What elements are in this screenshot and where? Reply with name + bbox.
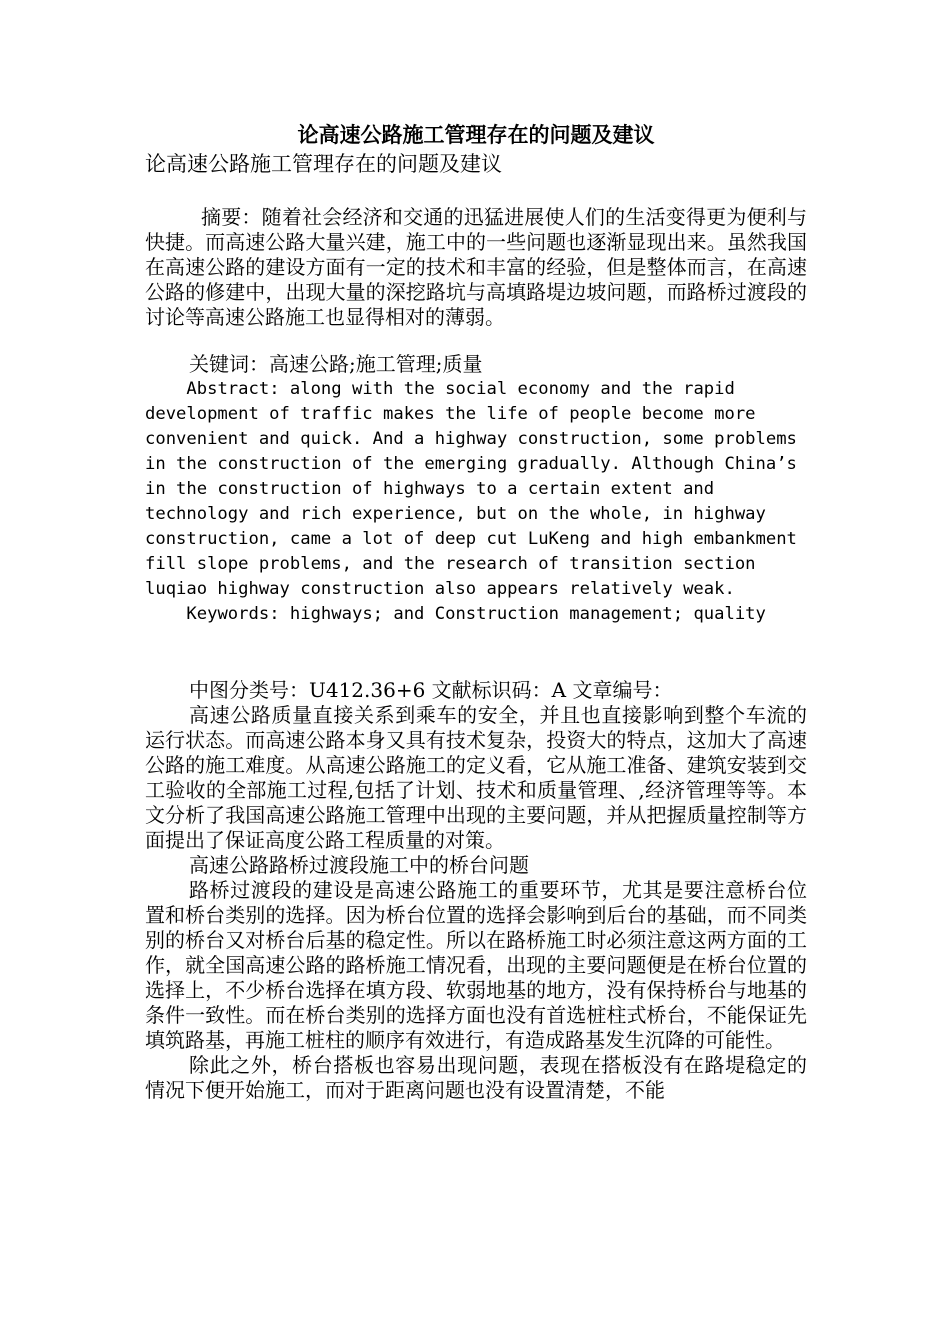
body-paragraph: 路桥过渡段的建设是高速公路施工的重要环节，尤其是要注意桥台位置和桥台类别的选择。因为桥台位置的选择会影响到后台的基础，而不同类别的桥台又对桥台后基的稳定性。所以在路桥施工时必须注意这两方面的工作，就全国高速公路的路桥施工情况看，出现的主要问题便是在桥台位置的选择上，不少桥台选择在填方段、软弱地基的地方，没有保持桥台与地基的条件一致性。而在桥台类别的选择方面也没有首选桩柱式桥台，不能保证先填筑路基，再施工桩柱的顺序有效进行，有造成路基发生沉降的可能性。 bbox=[145, 878, 807, 1052]
keywords-english: Keywords: highways; and Construction management; quality bbox=[145, 604, 766, 624]
spacer bbox=[145, 178, 807, 205]
spacer bbox=[145, 627, 807, 678]
body-paragraph: 高速公路质量直接关系到乘车的安全，并且也直接影响到整个车流的运行状态。而高速公路本身又具有技术复杂，投资大的特点，这加大了高速公路的施工难度。从高速公路施工的定义看，它从施工准备、建筑安装到交工验收的全部施工过程,包括了计划、技术和质量管理、,经济管理等等。本文分析了我国高速公路施工管理中出现的主要问题，并从把握质量控制等方面提出了保证高度公路工程质量的对策。 bbox=[145, 703, 807, 852]
keywords-chinese: 关键词：高速公路;施工管理;质量 bbox=[189, 352, 483, 376]
abstract-english: Abstract: along with the social economy and the rapid development of traffic makes the life of people become more convenient and quick. And a highway construction, some problems in the construction of the emerging gradually. Although China’s in the construction of highways to a certain extent and technology and rich experience, but on the whole, in highway construction, came a lot of deep cut LuKeng and high embankment fill slope problems, and the research of transition section luqiao highway construction also appears relatively weak. bbox=[145, 379, 808, 599]
document-title: 论高速公路施工管理存在的问题及建议 bbox=[297, 122, 655, 147]
abstract-chinese: 摘要：随着社会经济和交通的迅猛进展使人们的生活变得更为便利与快捷。而高速公路大量兴建，施工中的一些问题也逐渐显现出来。虽然我国在高速公路的建设方面有一定的技术和丰富的经验，但是整体而言，在高速公路的修建中，出现大量的深挖路坑与高填路堤边坡问题，而路桥过渡段的讨论等高速公路施工也显得相对的薄弱。 bbox=[145, 205, 807, 329]
body-paragraph: 除此之外，桥台搭板也容易出现问题，表现在搭板没有在路堤稳定的情况下便开始施工，而对于距离问题也没有设置清楚，不能 bbox=[145, 1053, 807, 1102]
document-subtitle: 论高速公路施工管理存在的问题及建议 bbox=[145, 152, 502, 176]
section-heading: 高速公路路桥过渡段施工中的桥台问题 bbox=[189, 853, 529, 877]
classification-line: 中图分类号：U412.36+6 文献标识码：A 文章编号： bbox=[189, 678, 673, 702]
document-page bbox=[145, 120, 807, 1103]
spacer bbox=[145, 330, 807, 352]
